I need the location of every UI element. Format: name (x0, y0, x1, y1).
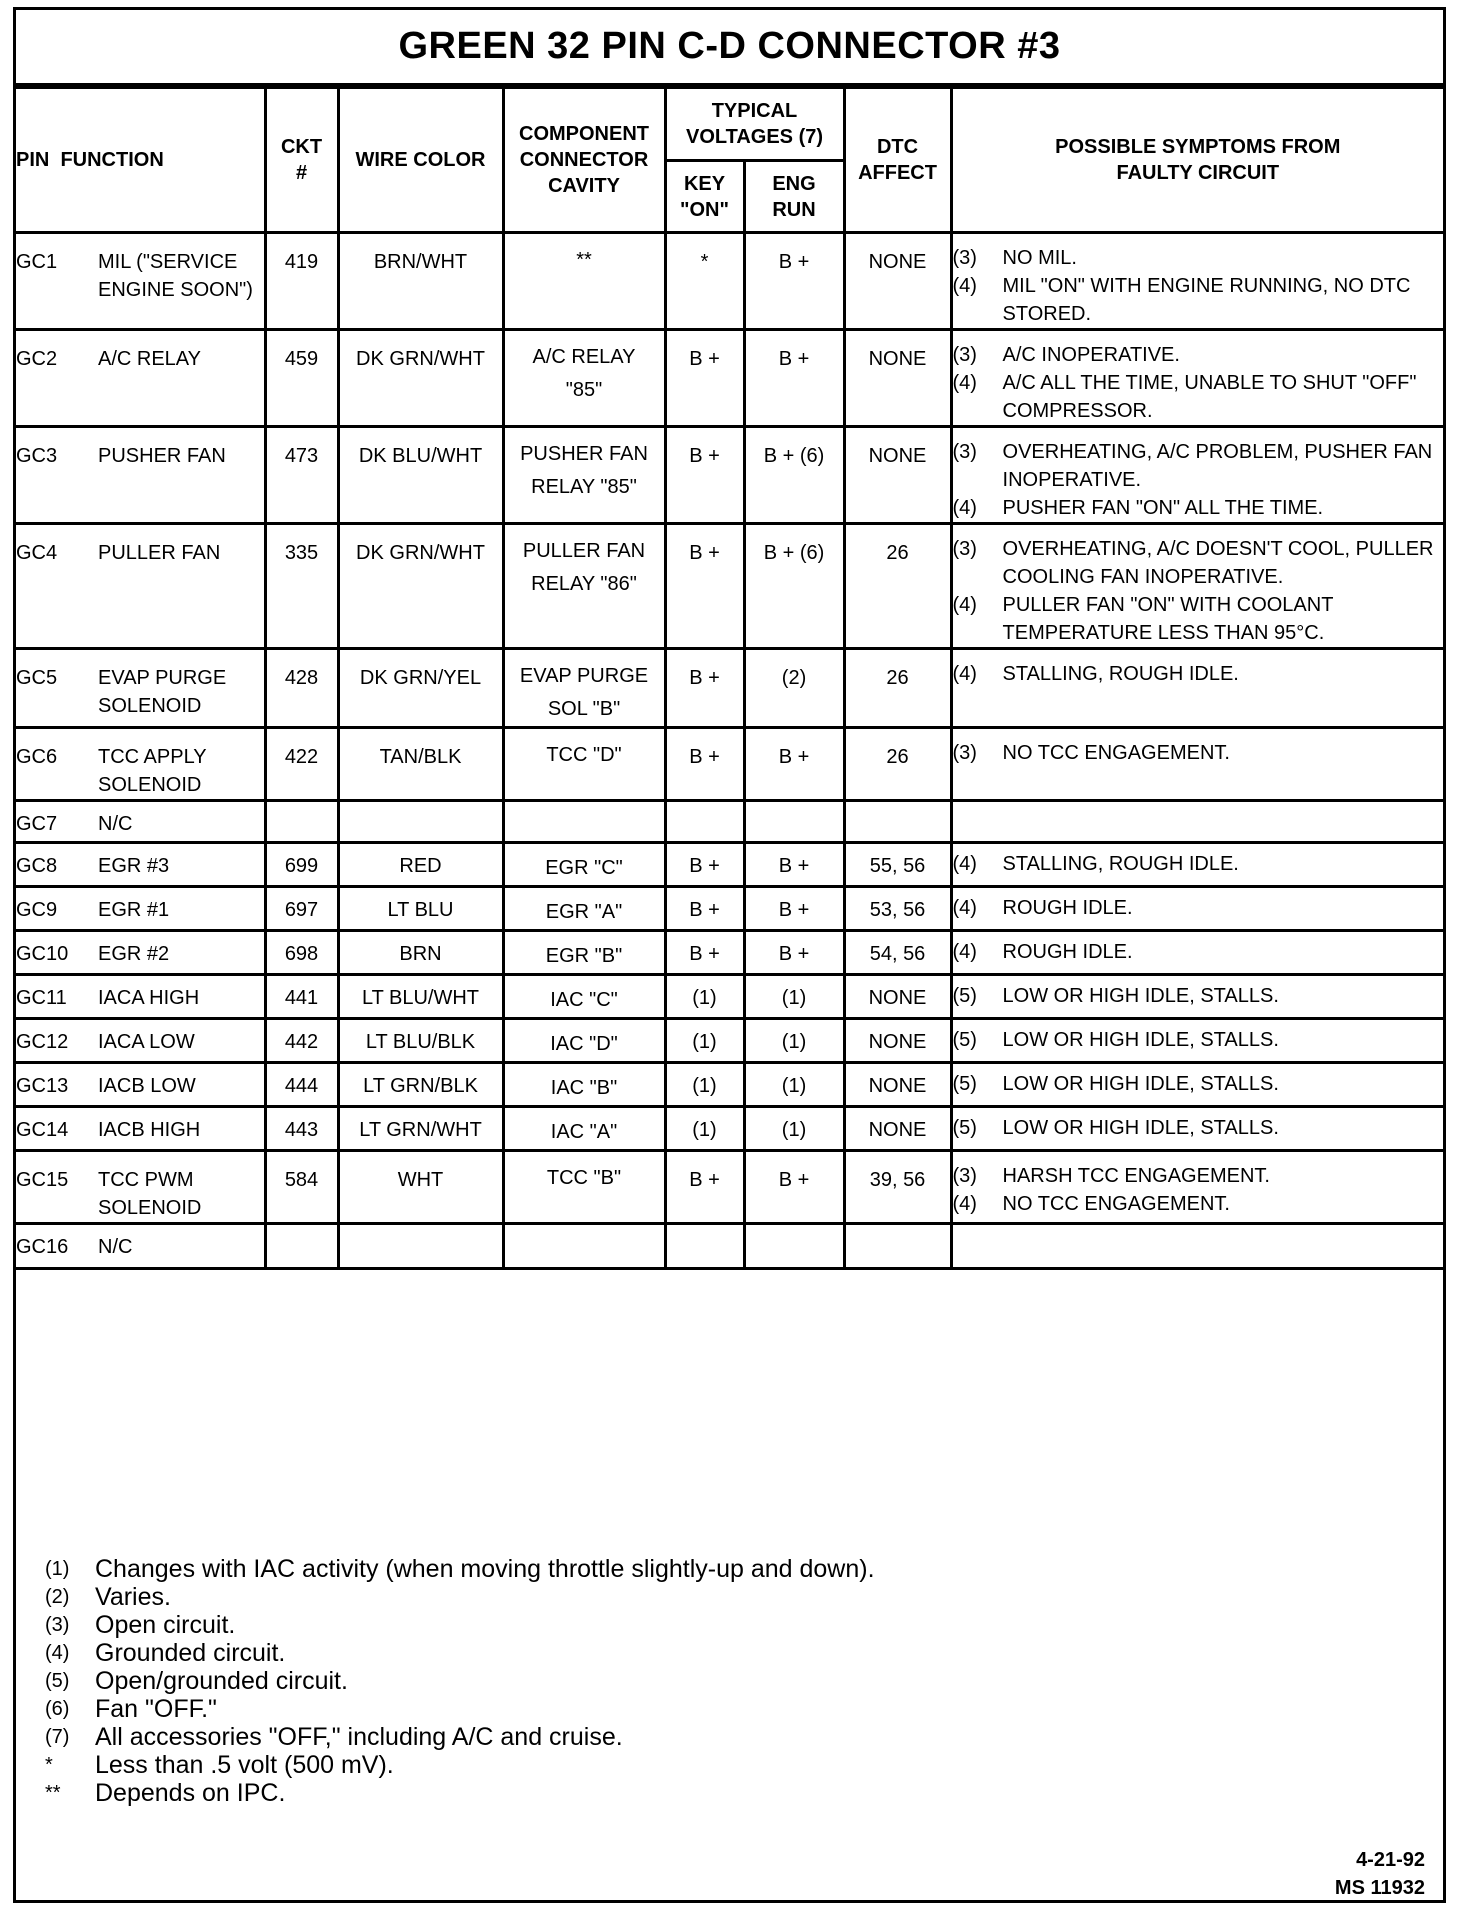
key-on-voltage: * (665, 233, 744, 330)
pin-function-cell (16, 843, 265, 887)
pin-id: GC9 (16, 899, 58, 921)
symptom-note-ref: (4) (952, 941, 977, 963)
pin-id: GC7 (16, 813, 58, 835)
engine-run-voltage: (1) (744, 1107, 844, 1151)
pin-id: GC11 (16, 987, 67, 1009)
circuit-number: 459 (265, 330, 338, 427)
wire-color: TAN/BLK (338, 728, 503, 801)
footnote-marker: (4) (45, 1642, 70, 1664)
header-eng-run-line2: RUN (772, 198, 816, 221)
symptom-item (953, 494, 1444, 522)
dtc-affect: NONE (844, 330, 951, 427)
symptoms-cell (951, 649, 1443, 728)
key-on-voltage: B + (665, 330, 744, 427)
symptoms-cell (951, 330, 1443, 427)
pin-function: TCC APPLY SOLENOID (98, 746, 207, 796)
pin-function-cell (16, 728, 265, 801)
symptom-item (953, 938, 1444, 966)
pin-function: N/C (98, 1236, 133, 1258)
engine-run-voltage: B + (744, 843, 844, 887)
pin-function: IACB HIGH (98, 1119, 201, 1141)
connector-cavity: IAC "B" (503, 1063, 665, 1107)
symptoms-cell (951, 1019, 1443, 1063)
connector-table-frame (13, 7, 1446, 1903)
symptoms-cell (951, 427, 1443, 524)
symptom-text: MIL "ON" WITH ENGINE RUNNING, NO DTC STORED. (1002, 275, 1411, 325)
symptom-text: NO MIL. (1002, 247, 1077, 269)
symptom-item (953, 438, 1444, 494)
symptom-text: HARSH TCC ENGAGEMENT. (1002, 1165, 1270, 1187)
pin-function: TCC PWM SOLENOID (98, 1169, 202, 1219)
table-row (16, 1224, 1443, 1269)
connector-cavity (503, 1224, 665, 1269)
header-eng-run (744, 161, 844, 233)
dtc-affect: NONE (844, 1019, 951, 1063)
pin-id: GC10 (16, 943, 69, 965)
pin-id: GC16 (16, 1236, 69, 1258)
dtc-affect: 26 (844, 649, 951, 728)
symptoms-cell (951, 975, 1443, 1019)
symptoms-cell (951, 524, 1443, 649)
symptom-item (953, 894, 1444, 922)
symptoms-cell (951, 1151, 1443, 1224)
symptom-note-ref: (4) (952, 372, 977, 394)
pin-function-cell (16, 524, 265, 649)
connector-cavity (503, 801, 665, 843)
pin-function: IACB LOW (98, 1075, 196, 1097)
footnote (45, 1611, 875, 1639)
footnote-text: Less than .5 volt (500 mV). (95, 1751, 394, 1779)
symptom-note-ref: (4) (952, 275, 977, 297)
footnotes (45, 1555, 875, 1807)
symptom-note-ref: (4) (952, 594, 977, 616)
footnote-marker: (6) (45, 1698, 70, 1720)
footnote-marker: (7) (45, 1726, 70, 1748)
dtc-affect: 39, 56 (844, 1151, 951, 1224)
pin-function: A/C RELAY (98, 348, 201, 370)
engine-run-voltage: B + (744, 1151, 844, 1224)
connector-cavity: IAC "A" (503, 1107, 665, 1151)
header-symptoms: POSSIBLE SYMPTOMS FROM FAULTY CIRCUIT (951, 88, 1443, 233)
connector-cavity: IAC "C" (503, 975, 665, 1019)
header-typical-voltages: TYPICAL VOLTAGES (7) (665, 88, 844, 161)
key-on-voltage: (1) (665, 1107, 744, 1151)
circuit-number: 697 (265, 887, 338, 931)
footnote-text: Changes with IAC activity (when moving throttle slightly-up and down). (95, 1555, 875, 1583)
table-row (16, 975, 1443, 1019)
pin-function: PULLER FAN (98, 542, 221, 564)
symptom-text: NO TCC ENGAGEMENT. (1002, 1193, 1230, 1215)
symptoms-cell (951, 233, 1443, 330)
table-row (16, 887, 1443, 931)
wire-color: BRN (338, 931, 503, 975)
key-on-voltage (665, 801, 744, 843)
footnote-text: Fan "OFF." (95, 1695, 217, 1723)
symptom-note-ref: (3) (952, 1165, 977, 1187)
table-row (16, 524, 1443, 649)
symptom-note-ref: (4) (952, 663, 977, 685)
symptom-note-ref: (4) (952, 497, 977, 519)
pin-id: GC4 (16, 542, 58, 564)
circuit-number: 419 (265, 233, 338, 330)
engine-run-voltage: (1) (744, 1019, 844, 1063)
pin-function: EGR #3 (98, 855, 170, 877)
dtc-affect: 26 (844, 728, 951, 801)
pin-function: PUSHER FAN (98, 445, 226, 467)
footnote-text: Grounded circuit. (95, 1639, 286, 1667)
connector-cavity: ** (503, 233, 665, 330)
wire-color: LT BLU (338, 887, 503, 931)
symptom-item (953, 1162, 1444, 1190)
header-ckt-line1: CKT (280, 136, 323, 158)
circuit-number (265, 801, 338, 843)
dtc-affect (844, 1224, 951, 1269)
header-wire-color: WIRE COLOR (338, 88, 503, 233)
symptom-note-ref: (3) (952, 247, 977, 269)
wire-color: DK GRN/WHT (338, 330, 503, 427)
symptom-text: LOW OR HIGH IDLE, STALLS. (1002, 1029, 1279, 1051)
symptom-item (953, 535, 1444, 591)
symptoms-cell (951, 1224, 1443, 1269)
pin-function-cell (16, 649, 265, 728)
table-row (16, 649, 1443, 728)
pin-function: N/C (98, 813, 133, 835)
pin-function: IACA LOW (98, 1031, 195, 1053)
symptom-note-ref: (3) (952, 344, 977, 366)
symptom-text: STALLING, ROUGH IDLE. (1002, 663, 1239, 685)
engine-run-voltage (744, 801, 844, 843)
pin-function-cell (16, 1224, 265, 1269)
symptom-text: ROUGH IDLE. (1002, 897, 1133, 919)
wire-color: LT GRN/BLK (338, 1063, 503, 1107)
circuit-number: 699 (265, 843, 338, 887)
header-pin-function: PIN FUNCTION (16, 88, 265, 233)
connector-cavity: EGR "C" (503, 843, 665, 887)
engine-run-voltage: B + (744, 887, 844, 931)
pin-function-cell (16, 233, 265, 330)
key-on-voltage: B + (665, 524, 744, 649)
key-on-voltage: B + (665, 887, 744, 931)
table-row (16, 427, 1443, 524)
symptom-note-ref: (5) (952, 985, 977, 1007)
symptom-text: OVERHEATING, A/C DOESN'T COOL, PULLER COOLING FAN INOPERATIVE. (1002, 538, 1434, 588)
symptom-text: LOW OR HIGH IDLE, STALLS. (1002, 985, 1279, 1007)
engine-run-voltage (744, 1224, 844, 1269)
pin-id: GC13 (16, 1075, 69, 1097)
pin-function-cell (16, 801, 265, 843)
pin-function: MIL ("SERVICE ENGINE SOON") (98, 251, 253, 301)
wire-color: BRN/WHT (338, 233, 503, 330)
wire-color (338, 1224, 503, 1269)
pin-function: EGR #2 (98, 943, 170, 965)
symptom-item (953, 272, 1444, 328)
symptoms-cell (951, 728, 1443, 801)
connector-cavity: TCC "B" (503, 1151, 665, 1224)
symptoms-cell (951, 843, 1443, 887)
symptom-text: ROUGH IDLE. (1002, 941, 1133, 963)
connector-cavity: EGR "B" (503, 931, 665, 975)
circuit-number: 444 (265, 1063, 338, 1107)
footnote-text: Open/grounded circuit. (95, 1667, 348, 1695)
pin-id: GC1 (16, 251, 58, 273)
footnote (45, 1639, 875, 1667)
engine-run-voltage: B + (6) (744, 427, 844, 524)
pin-id: GC3 (16, 445, 58, 467)
symptoms-cell (951, 887, 1443, 931)
circuit-number: 584 (265, 1151, 338, 1224)
symptoms-cell (951, 801, 1443, 843)
symptom-note-ref: (5) (952, 1029, 977, 1051)
circuit-number: 422 (265, 728, 338, 801)
symptom-item (953, 244, 1444, 272)
table-row (16, 330, 1443, 427)
key-on-voltage: B + (665, 728, 744, 801)
footnote-text: Open circuit. (95, 1611, 236, 1639)
symptom-text: A/C INOPERATIVE. (1002, 344, 1180, 366)
document-footer (1335, 1846, 1425, 1902)
footnote-text: All accessories "OFF," including A/C and cruise. (95, 1723, 623, 1751)
key-on-voltage (665, 1224, 744, 1269)
document-code: MS 11932 (1334, 1877, 1425, 1899)
symptom-note-ref: (5) (952, 1073, 977, 1095)
table-row (16, 843, 1443, 887)
symptom-item (953, 1114, 1444, 1142)
dtc-affect: NONE (844, 427, 951, 524)
key-on-voltage: B + (665, 843, 744, 887)
footnote-marker: (2) (45, 1586, 70, 1608)
pin-id: GC15 (16, 1169, 69, 1191)
table-row (16, 931, 1443, 975)
wire-color: RED (338, 843, 503, 887)
connector-cavity: IAC "D" (503, 1019, 665, 1063)
page-title: GREEN 32 PIN C-D CONNECTOR #3 (16, 10, 1443, 86)
engine-run-voltage: (1) (744, 975, 844, 1019)
pin-id: GC2 (16, 348, 58, 370)
footnote (45, 1555, 875, 1583)
wire-color: DK GRN/WHT (338, 524, 503, 649)
pin-function: IACA HIGH (98, 987, 200, 1009)
pin-function-cell (16, 1019, 265, 1063)
circuit-number (265, 1224, 338, 1269)
header-key-on-line2: "ON" (680, 198, 729, 221)
footnote-marker: (1) (45, 1558, 70, 1580)
engine-run-voltage: B + (744, 233, 844, 330)
symptom-note-ref: (4) (952, 897, 977, 919)
pinout-table (16, 86, 1443, 1270)
engine-run-voltage: B + (744, 931, 844, 975)
table-row (16, 1107, 1443, 1151)
engine-run-voltage: B + (6) (744, 524, 844, 649)
footnote-text: Varies. (95, 1583, 171, 1611)
footnote (45, 1667, 875, 1695)
wire-color (338, 801, 503, 843)
circuit-number: 443 (265, 1107, 338, 1151)
dtc-affect: NONE (844, 233, 951, 330)
dtc-affect (844, 801, 951, 843)
header-key-on-line1: KEY (683, 172, 726, 195)
circuit-number: 698 (265, 931, 338, 975)
footnote-marker: (3) (45, 1614, 70, 1636)
table-row (16, 1151, 1443, 1224)
symptom-item (953, 850, 1444, 878)
engine-run-voltage: (2) (744, 649, 844, 728)
symptom-item (953, 739, 1444, 767)
header-dtc-affect: DTC AFFECT (844, 88, 951, 233)
symptom-note-ref: (3) (952, 441, 977, 463)
circuit-number: 442 (265, 1019, 338, 1063)
symptom-item (953, 1190, 1444, 1218)
footnote-text: Depends on IPC. (95, 1779, 286, 1807)
wire-color: DK GRN/YEL (338, 649, 503, 728)
footnote-marker: ** (45, 1782, 61, 1804)
symptom-item (953, 660, 1444, 688)
key-on-voltage: B + (665, 649, 744, 728)
pin-function-cell (16, 887, 265, 931)
footnote (45, 1779, 875, 1807)
table-row (16, 728, 1443, 801)
dtc-affect: 55, 56 (844, 843, 951, 887)
pin-id: GC12 (16, 1031, 69, 1053)
connector-cavity: PUSHER FAN RELAY "85" (503, 427, 665, 524)
symptoms-cell (951, 931, 1443, 975)
table-row (16, 1019, 1443, 1063)
dtc-affect: NONE (844, 1063, 951, 1107)
symptom-item (953, 341, 1444, 369)
symptom-text: PULLER FAN "ON" WITH COOLANT TEMPERATURE LESS THAN 95°C. (1002, 594, 1334, 644)
pin-id: GC14 (16, 1119, 69, 1141)
symptom-item (953, 369, 1444, 425)
symptom-item (953, 1026, 1444, 1054)
circuit-number: 428 (265, 649, 338, 728)
pin-id: GC6 (16, 746, 58, 768)
circuit-number: 335 (265, 524, 338, 649)
pin-function: EGR #1 (98, 899, 170, 921)
table-row (16, 801, 1443, 843)
dtc-affect: 26 (844, 524, 951, 649)
symptom-note-ref: (5) (952, 1117, 977, 1139)
key-on-voltage: B + (665, 931, 744, 975)
pin-function-cell (16, 931, 265, 975)
key-on-voltage: B + (665, 427, 744, 524)
header-ckt-line2: # (295, 162, 308, 184)
connector-cavity: TCC "D" (503, 728, 665, 801)
symptom-item (953, 591, 1444, 647)
symptom-text: OVERHEATING, A/C PROBLEM, PUSHER FAN INOPERATIVE. (1002, 441, 1433, 491)
wire-color: LT BLU/WHT (338, 975, 503, 1019)
key-on-voltage: (1) (665, 975, 744, 1019)
key-on-voltage: (1) (665, 1019, 744, 1063)
symptom-text: LOW OR HIGH IDLE, STALLS. (1002, 1073, 1279, 1095)
symptom-item (953, 982, 1444, 1010)
header-eng-run-line1: ENG (772, 172, 816, 195)
footnote (45, 1723, 875, 1751)
symptom-item (953, 1070, 1444, 1098)
engine-run-voltage: B + (744, 330, 844, 427)
symptom-text: NO TCC ENGAGEMENT. (1002, 742, 1230, 764)
engine-run-voltage: (1) (744, 1063, 844, 1107)
dtc-affect: 53, 56 (844, 887, 951, 931)
symptom-text: STALLING, ROUGH IDLE. (1002, 853, 1239, 875)
circuit-number: 473 (265, 427, 338, 524)
footnote-marker: * (45, 1754, 53, 1776)
pin-function-cell (16, 1063, 265, 1107)
revision-date: 4-21-92 (1356, 1849, 1425, 1871)
symptom-note-ref: (3) (952, 538, 977, 560)
symptoms-cell (951, 1107, 1443, 1151)
wire-color: LT BLU/BLK (338, 1019, 503, 1063)
symptom-note-ref: (4) (952, 853, 977, 875)
symptom-text: LOW OR HIGH IDLE, STALLS. (1002, 1117, 1279, 1139)
dtc-affect: 54, 56 (844, 931, 951, 975)
footnote (45, 1695, 875, 1723)
pin-function-cell (16, 1151, 265, 1224)
header-key-on (665, 161, 744, 233)
pin-function-cell (16, 1107, 265, 1151)
footnote (45, 1751, 875, 1779)
table-row (16, 1063, 1443, 1107)
pin-id: GC5 (16, 667, 58, 689)
table-row (16, 233, 1443, 330)
symptom-note-ref: (4) (952, 1193, 977, 1215)
pin-function-cell (16, 975, 265, 1019)
symptom-text: A/C ALL THE TIME, UNABLE TO SHUT "OFF" COMPRESSOR. (1002, 372, 1417, 422)
pin-id: GC8 (16, 855, 58, 877)
header-ckt (265, 88, 338, 233)
pin-function-cell (16, 330, 265, 427)
connector-cavity: EVAP PURGE SOL "B" (503, 649, 665, 728)
dtc-affect: NONE (844, 1107, 951, 1151)
footnote (45, 1583, 875, 1611)
engine-run-voltage: B + (744, 728, 844, 801)
dtc-affect: NONE (844, 975, 951, 1019)
header-component-cavity: COMPONENT CONNECTOR CAVITY (503, 88, 665, 233)
connector-cavity: EGR "A" (503, 887, 665, 931)
footnote-marker: (5) (45, 1670, 70, 1692)
pin-function-cell (16, 427, 265, 524)
wire-color: WHT (338, 1151, 503, 1224)
wire-color: DK BLU/WHT (338, 427, 503, 524)
pin-function: EVAP PURGE SOLENOID (98, 667, 227, 717)
key-on-voltage: B + (665, 1151, 744, 1224)
key-on-voltage: (1) (665, 1063, 744, 1107)
connector-cavity: PULLER FAN RELAY "86" (503, 524, 665, 649)
symptom-note-ref: (3) (952, 742, 977, 764)
symptom-text: PUSHER FAN "ON" ALL THE TIME. (1002, 497, 1324, 519)
circuit-number: 441 (265, 975, 338, 1019)
wire-color: LT GRN/WHT (338, 1107, 503, 1151)
connector-cavity: A/C RELAY "85" (503, 330, 665, 427)
symptoms-cell (951, 1063, 1443, 1107)
